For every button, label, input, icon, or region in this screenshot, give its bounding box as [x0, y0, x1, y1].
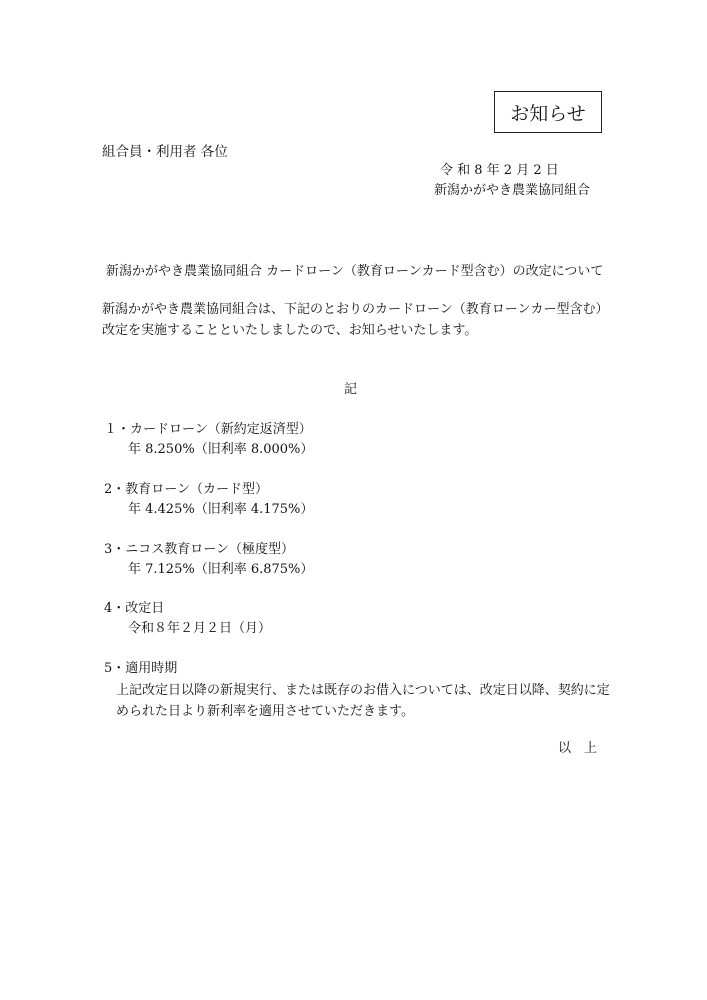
issue-date: 令 和 8 年 2 月 2 日 [440, 163, 559, 178]
item-4-heading: 4・改定日 [104, 601, 165, 616]
issuer-name: 新潟かがやき農業協同組合 [434, 183, 591, 198]
item-3-heading: 3・ニコス教育ローン（極度型） [104, 542, 295, 557]
item-4-detail: 令和８年２月２日（月） [128, 621, 272, 636]
notice-label: お知らせ [510, 102, 586, 125]
closing-mark: 以 上 [558, 741, 598, 756]
item-2-detail: 年 4.425%（旧利率 4.175%） [128, 502, 314, 517]
body-line-1: 新潟かがやき農業協同組合は、下記のとおりのカードローン（教育ローンカー型含む） [102, 302, 609, 317]
notice-label-box [494, 91, 602, 133]
item-5-detail-line-2: められた日より新利率を適用させていただきます。 [116, 704, 414, 719]
item-1-heading: １・カードローン（新約定返済型） [104, 422, 312, 437]
ki-heading: 記 [344, 382, 358, 397]
item-5-heading: 5・適用時期 [104, 661, 178, 676]
item-3-detail: 年 7.125%（旧利率 6.875%） [128, 562, 314, 577]
item-1-detail: 年 8.250%（旧利率 8.000%） [128, 442, 314, 457]
item-2-heading: 2・教育ローン（カード型） [104, 482, 269, 497]
body-line-2: 改定を実施することといたしましたので、お知らせいたします。 [102, 323, 478, 338]
recipients: 組合員・利用者 各位 [102, 144, 228, 160]
item-5-detail-line-1: 上記改定日以降の新規実行、または既存のお借入については、改定日以降、契約に定 [116, 683, 610, 698]
subject-line: 新潟かがやき農業協同組合 カードローン（教育ローンカード型含む）の改定について [106, 264, 604, 279]
